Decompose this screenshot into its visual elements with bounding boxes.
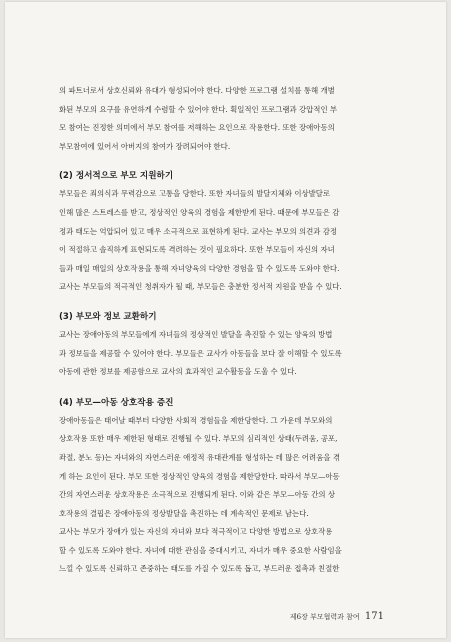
intro-paragraph [59,82,407,156]
text-line: 과 정보들을 제공할 수 있어야 한다. 부모들은 교사가 아동들을 보다 잘 이해할 수 있도록 [59,348,342,358]
text-line: 교사는 장애아동의 부모들에게 자녀들의 정상적인 발달을 촉진할 수 있는 양육의 방법 [59,329,333,339]
text-line: 상호작용 또한 매우 제한된 형태로 진행될 수 있다. 부모의 심리적인 상태(두려움, 공포, [59,434,338,444]
text-line: 게 하는 요인이 된다. 부모 또한 정상적인 양육의 경험을 제한당한다. 따라서 부모—아동 [59,471,340,481]
chapter-label: 제6장 부모협력과 참여 [289,613,360,621]
text-line: 느낄 수 있도록 신뢰하고 존중하는 태도를 가질 수 있도록 돕고, 부드러운 접촉과 친절한 [59,564,340,574]
section-heading-emotional-support: (2) 정서적으로 부모 지원하기 [59,171,174,182]
text-line: 간의 자연스러운 상호작용은 소극적으로 진행되게 된다. 이와 같은 부모—아동 간의 상 [59,490,335,500]
emotional-support-paragraph [59,185,407,297]
text-line: 인해 많은 스트레스를 받고, 정상적인 양육의 경험을 제한받게 된다. 때문에 부모들은 감 [59,207,340,217]
text-line: 들과 매일 매일의 상호작용을 통해 자녀양육의 다양한 경험을 할 수 있도록 도와야 한다. [59,263,340,273]
text-line: 정과 태도는 억압되어 있고 매우 소극적으로 표현하게 된다. 교사는 부모의 의견과 감정 [59,226,338,236]
text-line: 좌절, 분노 등)는 자녀와의 자연스러운 애정적 유대관계를 형성하는 데 많은 어려움을 겪 [59,452,340,462]
section-heading-parent-child-interaction: (4) 부모—아동 상호작용 증진 [59,397,174,408]
text-line: 교사는 부모가 장애가 있는 자신의 자녀와 보다 적극적이고 다양한 방법으로 상호작용 [59,527,333,537]
text-line: 부모들은 죄의식과 무력감으로 고통을 당한다. 또한 자녀들의 발달지체와 이상발달로 [59,189,331,199]
text-line: 부모참여에 있어서 아버지의 참여가 장려되어야 한다. [59,141,231,151]
book-page [5,2,446,638]
text-line: 교사는 부모들의 적극적인 청취자가 될 때, 부모들은 충분한 정서적 지원을 받을 수 있다. [59,282,342,292]
parent-child-interaction-paragraph [59,412,407,579]
information-exchange-paragraph [59,326,407,382]
page-content [59,82,407,579]
text-line: 아동에 관한 정보를 제공함으로 교사의 효과적인 교수활동을 도울 수 있다. [59,367,297,377]
text-line: 장애아동들은 태어날 때부터 다양한 사회적 경험들을 제한당한다. 그 가운데 부모와의 [59,415,333,425]
section-heading-information-exchange: (3) 부모와 정보 교환하기 [59,311,157,322]
text-line: 이 적절하고 솔직하게 표현되도록 격려하는 것이 필요하다. 또한 부모들이 자신의 자녀 [59,245,335,255]
page-footer [290,611,384,622]
page-number: 171 [364,611,384,622]
text-line: 의 파트너로서 상호신뢰와 유대가 형성되어야 한다. 다양한 프로그램 설치를 통해 개별 [59,86,335,95]
text-line: 할 수 있도록 도와야 한다. 자녀에 대한 관심을 증대시키고, 자녀가 매우 중요한 사람임을 [59,545,342,555]
text-line: 화된 부모의 요구를 유연하게 수렴할 수 있어야 한다. 획일적인 프로그램과 강압적인 부 [59,104,338,114]
text-line: 호작용의 결핍은 장애아동의 정상발달을 촉진하는 데 계속적인 문제로 남는다. [59,508,309,518]
text-line: 모 참여는 진정한 의미에서 부모 참여를 저해하는 요인으로 작용한다. 또한 장애아동의 [59,123,335,133]
